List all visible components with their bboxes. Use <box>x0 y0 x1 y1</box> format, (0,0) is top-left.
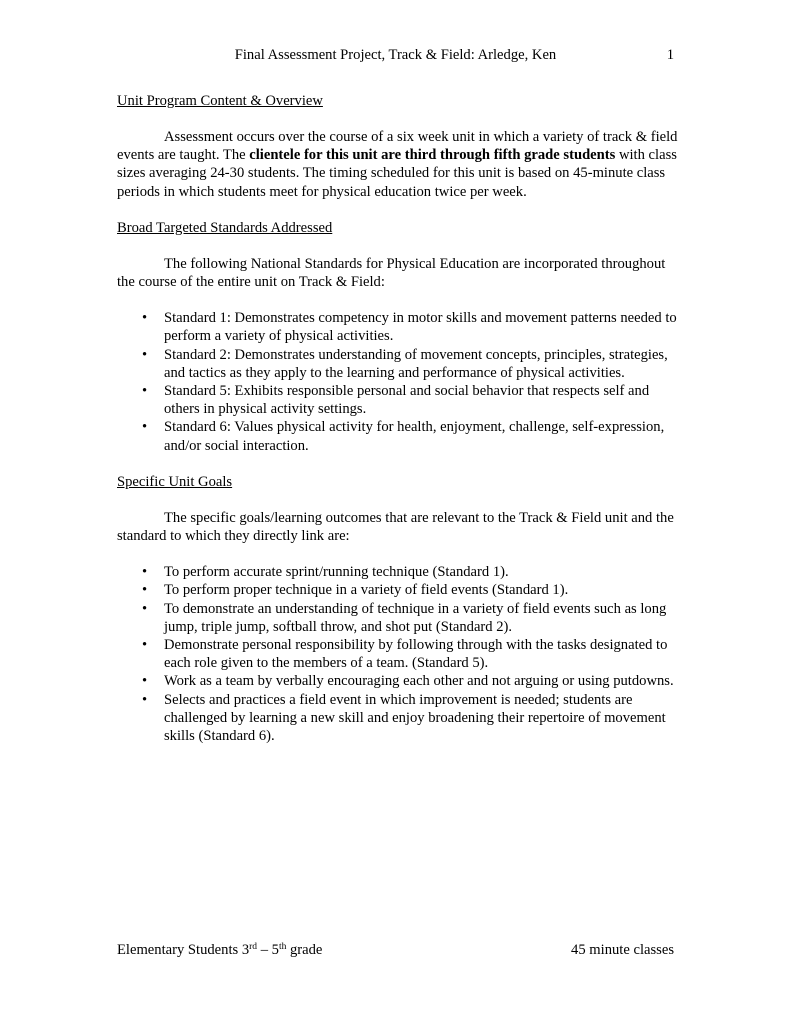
standards-intro: The following National Standards for Physical Education are incorporated throughout the course of the entire unit on Track & Field: <box>117 255 666 291</box>
footer-text: grade <box>286 942 323 958</box>
page-number: 1 <box>666 47 674 63</box>
spacer <box>117 491 679 509</box>
spacer <box>117 201 679 219</box>
standards-heading: Broad Targeted Standards Addressed <box>117 219 333 236</box>
goal-item: • Demonstrate personal responsibility by following through with the tasks designated to each role given to the members of a team. (Standard 5). <box>117 636 679 672</box>
overview-heading: Unit Program Content & Overview <box>117 93 323 109</box>
footer-text: – 5 <box>257 942 279 958</box>
spacer <box>117 110 679 128</box>
standard-item: • Standard 1: Demonstrates competency in motor skills and movement patterns needed to perform a variety of physical activities. <box>117 309 679 345</box>
header-title: Final Assessment Project, Track & Field: Arledge, Ken <box>234 47 557 63</box>
goal-item: • To perform accurate sprint/running technique (Standard 1). <box>117 563 679 581</box>
goal-item: • Selects and practices a field event in which improvement is needed; students are challenged by learning a new skill and enjoy broadening their repertoire of movement skills (Standard 6). <box>117 691 679 746</box>
footer-class-length: 45 minute classes <box>571 942 674 958</box>
footer-audience <box>117 941 322 959</box>
overview-text-1: Assessment occurs over the course of a six week unit in which a variety of track & field events are taught. The <box>117 129 678 164</box>
document-body <box>117 92 679 745</box>
standards-list <box>117 309 679 455</box>
spacer <box>117 237 679 255</box>
overview-text-2: with class sizes averaging 24-30 students. The timing scheduled for this unit is based on 45-minute class periods in which students meet for physical education twice per week. <box>117 147 677 200</box>
goals-intro: The specific goals/learning outcomes that are relevant to the Track & Field unit and the standard to which they directly link are: <box>117 509 674 545</box>
footer-superscript: rd <box>249 942 258 952</box>
standard-item: • Standard 6: Values physical activity for health, enjoyment, challenge, self-expression, and/or social interaction. <box>117 418 679 454</box>
goal-item: • Work as a team by verbally encouraging each other and not arguing or using putdowns. <box>117 672 679 690</box>
goals-heading: Specific Unit Goals <box>117 473 233 490</box>
standard-item: • Standard 2: Demonstrates understanding of movement concepts, principles, strategies, and tactics as they apply to the learning and performance of physical activities. <box>117 346 679 382</box>
footer-text: Elementary Students 3 <box>117 942 250 958</box>
page-footer <box>117 941 674 961</box>
overview-paragraph <box>117 128 679 201</box>
spacer <box>117 455 679 473</box>
page-header <box>117 46 674 66</box>
spacer <box>117 545 679 563</box>
footer-superscript: th <box>278 942 287 952</box>
goals-list <box>117 563 679 745</box>
standard-item: • Standard 5: Exhibits responsible personal and social behavior that respects self and others in physical activity settings. <box>117 382 679 418</box>
goal-item: • To demonstrate an understanding of technique in a variety of field events such as long jump, triple jump, softball throw, and shot put (Standard 2). <box>117 600 679 636</box>
goal-item: • To perform proper technique in a variety of field events (Standard 1). <box>117 581 679 599</box>
spacer <box>117 291 679 309</box>
overview-bold-text: clientele for this unit are third through fifth grade students <box>249 147 616 164</box>
